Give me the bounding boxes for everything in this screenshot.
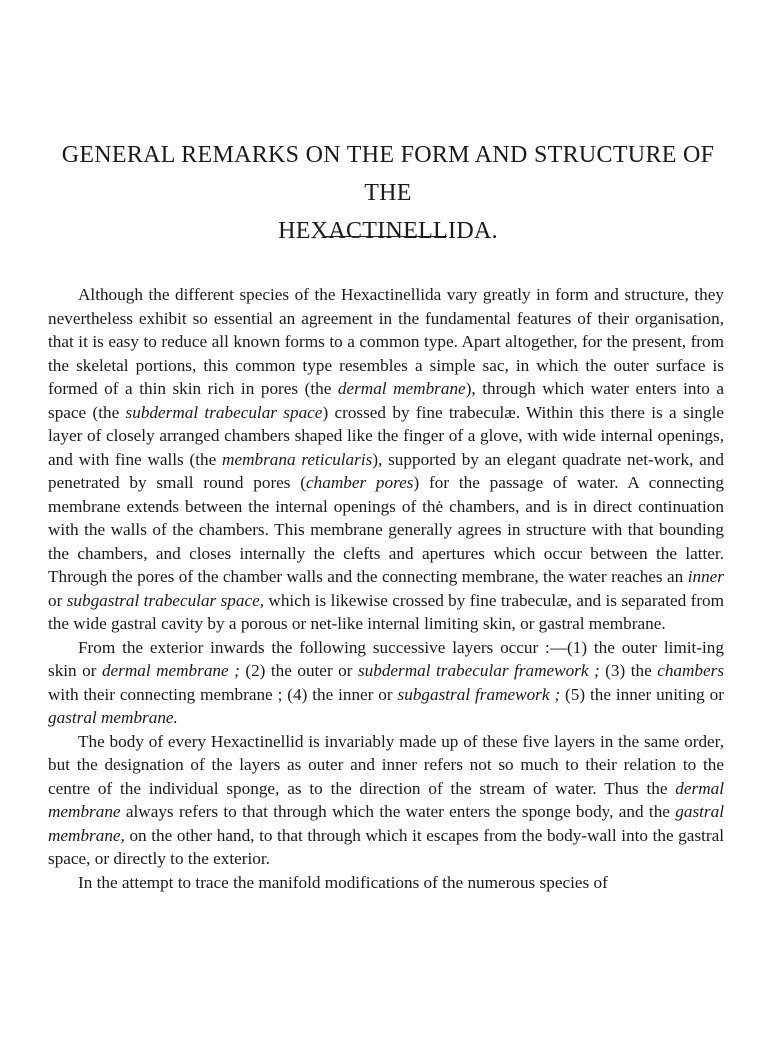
italic-term: subgastral trabecular space, — [66, 590, 265, 610]
title-line-1: GENERAL REMARKS ON THE FORM AND STRUCTURE OF THE — [61, 142, 715, 207]
italic-term: gastral membrane. — [48, 708, 178, 727]
page-title — [60, 136, 716, 250]
text-run: always refers to that through which the water enters the sponge body, and the — [120, 802, 676, 821]
paragraph — [48, 636, 724, 730]
text-run: ), through which water enters into a space (the — [48, 379, 724, 422]
italic-term: gastral membrane, — [48, 802, 724, 845]
text-run: or — [48, 590, 67, 610]
paragraph — [48, 730, 724, 871]
title-line-2: HEXACTINELLIDA. — [278, 218, 498, 245]
text-run: In the attempt to trace the manifold modifications of the numerous species of — [78, 872, 608, 892]
text-run: (5) the inner uniting or — [560, 684, 724, 704]
italic-term: membrana reticularis — [222, 449, 373, 469]
paragraph — [48, 283, 724, 636]
italic-term: inner — [687, 567, 724, 586]
body-text — [48, 283, 724, 894]
italic-term: subdermal trabecular framework ; — [357, 661, 600, 680]
italic-term: dermal membrane — [337, 379, 466, 398]
text-run: which is likewise crossed by fine trabeculæ, and is separated from the wide gastral cavity by a porous or net-like internal limiting skin, or gastral membrane. — [48, 590, 725, 633]
italic-term: subdermal trabecular space — [125, 402, 323, 422]
text-run: (3) the — [599, 661, 658, 680]
text-run: Although the different species of the Hexactinellida vary greatly in form and structure, they nevertheless exhibit so essential an agreement in the fundamental features of their organisation, that it is easy to reduce all known forms to a common type. Apart altogether, for the present, from the skeletal portions, this common type resembles a simple sac, in which the outer surface is formed of a thin skin rich in pores (the — [48, 285, 724, 398]
text-run: (2) the outer or — [239, 661, 358, 680]
italic-term: subgastral framework ; — [397, 684, 561, 704]
italic-term: chambers — [657, 661, 725, 680]
text-run: ) crossed by fine trabeculæ. Within this there is a single layer of closely arranged chambers shaped like the finger of a glove, with wide internal openings, and with fine walls (the — [48, 402, 724, 469]
italic-term: chamber pores — [306, 473, 414, 492]
italic-term: dermal membrane — [48, 778, 724, 821]
text-run: ) for the passage of water. A connecting membrane extends between the internal openings of thė chambers, and is in direct continuation with the walls of the chambers. This membrane generally agrees in structure with that bounding the chambers, and closes internally the clefts and apertures which occur between the latter. Through the pores of the chamber walls and the connecting membrane, the water reaches an — [48, 473, 725, 586]
italic-term: dermal membrane ; — [101, 661, 240, 680]
text-run: ), supported by an elegant quadrate net-work, and penetrated by small round pores ( — [48, 449, 724, 492]
text-run: From the exterior inwards the following successive layers occur :—(1) the outer limit-ing skin or — [48, 637, 724, 680]
paragraph — [48, 871, 724, 895]
text-run: with their connecting membrane ; (4) the inner or — [48, 684, 398, 704]
text-run: on the other hand, to that through which it escapes from the body-wall into the gastral space, or directly to the exterior. — [48, 825, 724, 868]
text-run: The body of every Hexactinellid is invariably made up of these five layers in the same order, but the designation of the layers as outer and inner refers not so much to their relation to the centre of the individual sponge, as to the direction of the stream of water. Thus the — [48, 731, 724, 798]
title-divider — [325, 236, 447, 237]
